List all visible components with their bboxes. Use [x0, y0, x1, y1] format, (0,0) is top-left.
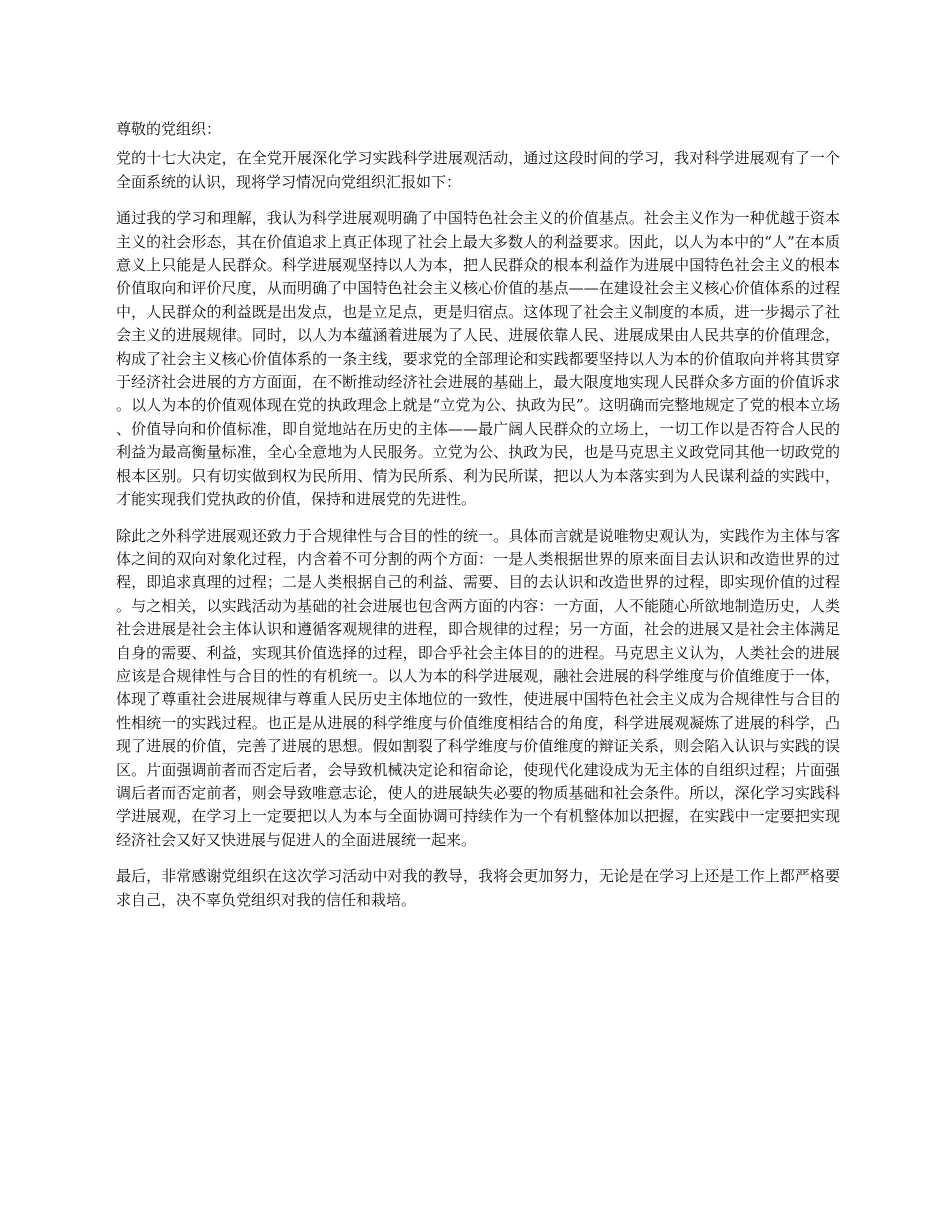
- paragraph-law-and-purpose: 除此之外科学进展观还致力于合规律性与合目的性的统一。具体而言就是说唯物史观认为，实践作为主体与客体之间的双向对象化过程，内含着不可分割的两个方面：一是人类根据世界的原来面目去认识和改造世界的过程，即追求真理的过程；二是人类根据自己的利益、需要、目的去认识和改造世界的过程，即实现价值的过程。与之相关，以实践活动为基础的社会进展也包含两方面的内容：一方面，人不能随心所欲地制造历史，人类社会进展是社会主体认识和遵循客观规律的进程，即合规律的过程；另一方面，社会的进展又是社会主体满足自身的需要、利益，实现其价值选择的过程，即合乎社会主体目的的进程。马克思主义认为，人类社会的进展应该是合规律性与合目的性的有机统一。以人为本的科学进展观，融社会进展的科学维度与价值维度于一体，体现了尊重社会进展规律与尊重人民历史主体地位的一致性，使进展中国特色社会主义成为合规律性与合目的性相统一的实践过程。也正是从进展的科学维度与价值维度相结合的角度，科学进展观凝炼了进展的科学，凸现了进展的价值，完善了进展的思想。假如割裂了科学维度与价值维度的辩证关系，则会陷入认识与实践的误区。片面强调前者而否定后者，会导致机械决定论和宿命论，使现代化建设成为无主体的自组织过程；片面强调后者而否定前者，则会导致唯意志论，使人的进展缺失必要的物质基础和社会条件。所以，深化学习实践科学进展观，在学习上一定要把以人为本与全面协调可持续作为一个有机整体加以把握，在实践中一定要把实现经济社会又好又快进展与促进人的全面进展统一起来。: [116, 526, 840, 849]
- paragraph-intro: 党的十七大决定，在全党开展深化学习实践科学进展观活动，通过这段时间的学习，我对科学进展观有了一个全面系统的认识，现将学习情况向党组织汇报如下：: [116, 149, 840, 191]
- paragraph-closing: 最后，非常感谢党组织在这次学习活动中对我的教导，我将会更加努力，无论是在学习上还是工作上都严格要求自己，决不辜负党组织对我的信任和栽培。: [116, 867, 840, 909]
- paragraph-value-basis: 通过我的学习和理解，我认为科学进展观明确了中国特色社会主义的价值基点。社会主义作为一种优越于资本主义的社会形态，其在价值追求上真正体现了社会上最大多数人的利益要求。因此，以人为本中的“人”在本质意义上只能是人民群众。科学进展观坚持以人为本，把人民群众的根本利益作为进展中国特色社会主义的根本价值取向和评价尺度，从而明确了中国特色社会主义核心价值的基点——在建设社会主义核心价值体系的过程中，人民群众的利益既是出发点，也是立足点，更是归宿点。这体现了社会主义制度的本质，进一步揭示了社会主义的进展规律。同时，以人为本蕴涵着进展为了人民、进展依靠人民、进展成果由人民共享的价值理念，构成了社会主义核心价值体系的一条主线，要求党的全部理论和实践都要坚持以人为本的价值取向并将其贯穿于经济社会进展的方方面面，在不断推动经济社会进展的基础上，最大限度地实现人民群众多方面的价值诉求。以人为本的价值观体现在党的执政理念上就是“立党为公、执政为民”。这明确而完整地规定了党的根本立场、价值导向和价值标准，即自觉地站在历史的主体——最广阔人民群众的立场上，一切工作以是否符合人民的利益为最高衡量标准，全心全意地为人民服务。立党为公、执政为民，也是马克思主义政党同其他一切政党的根本区别。只有切实做到权为民所用、情为民所系、利为民所谋，把以人为本落实到为人民谋利益的实践中，才能实现我们党执政的价值，保持和进展党的先进性。: [116, 209, 840, 509]
- document-body: [116, 118, 840, 925]
- salutation: 尊敬的党组织：: [116, 120, 222, 138]
